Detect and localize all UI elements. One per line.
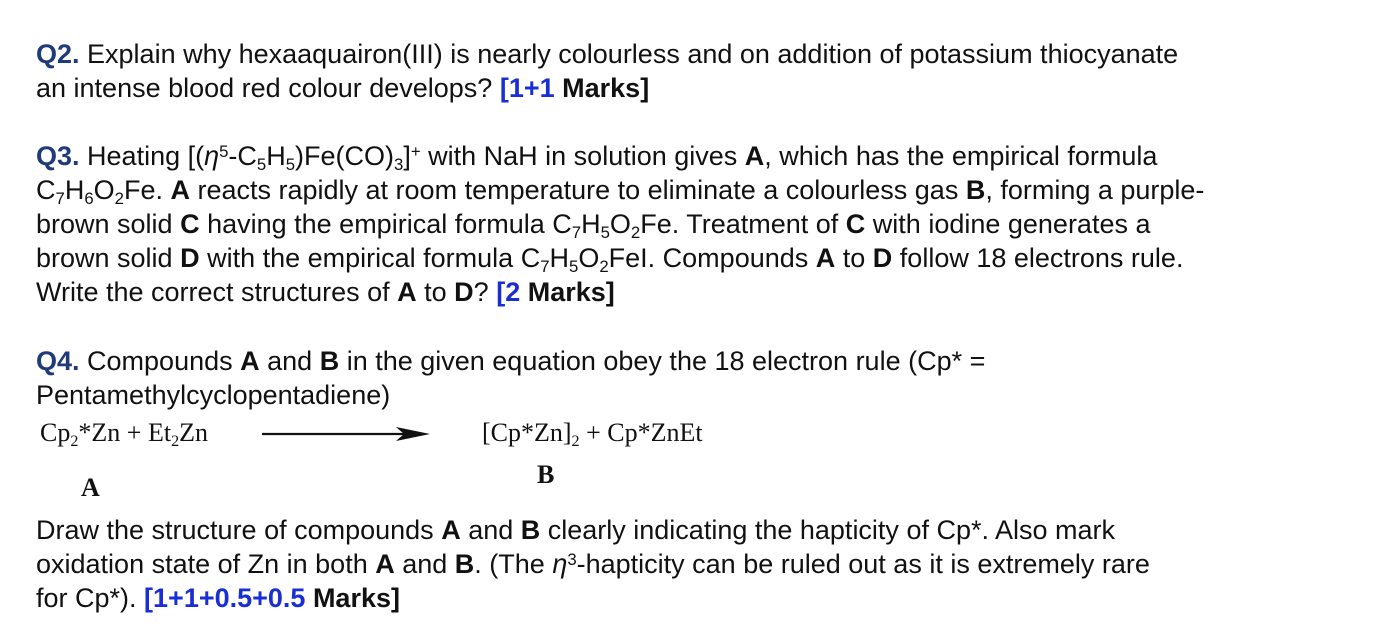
compound-label-C: C: [845, 209, 866, 239]
superscript: 5: [219, 141, 229, 161]
q3-text: H: [64, 175, 85, 205]
q3-text: follow 18 electrons rule.: [892, 243, 1184, 273]
q4-text: and: [394, 549, 455, 579]
q3-line-4: [36, 241, 1183, 275]
compound-label-D: D: [180, 243, 200, 273]
q3-text: Heating [(: [79, 141, 205, 171]
q3-text: brown solid: [36, 243, 181, 273]
compound-label-A: A: [170, 175, 190, 205]
q4-line-2: [36, 378, 390, 412]
q2-line-1: [36, 37, 1178, 71]
q4-text: in the given equation obey the 18 electron rule (Cp* =: [339, 346, 986, 376]
subscript: 2: [70, 432, 79, 450]
q4-text: and: [259, 346, 320, 376]
compound-label-A: A: [375, 549, 395, 579]
q2-marks-close: ]: [640, 73, 650, 103]
compound-label-B: B: [520, 515, 541, 545]
subscript: 7: [571, 222, 582, 242]
q2-marks-value: 1+1: [508, 73, 555, 103]
compound-label-B: B: [965, 175, 986, 205]
q3-marks-open: [: [496, 277, 506, 307]
q2-marks-word: Marks: [554, 73, 641, 103]
reaction-arrow-icon: [262, 424, 432, 444]
q3-text: )Fe(CO): [295, 141, 395, 171]
equation-reactants: [40, 418, 208, 448]
q3-text: O: [609, 209, 631, 239]
q4-marks-value: 1+1+0.5+0.5: [153, 583, 306, 613]
compound-label-A: A: [397, 277, 417, 307]
q3-text: -C: [228, 141, 257, 171]
q3-number: Q3.: [36, 141, 80, 171]
q3-text: to: [416, 277, 455, 307]
subscript: 7: [55, 188, 65, 208]
subscript: 5: [256, 154, 267, 174]
q2-number: Q2.: [36, 39, 80, 69]
q3-text: H: [549, 243, 570, 273]
q3-text: with iodine generates a: [865, 209, 1151, 239]
eta-symbol: η: [552, 549, 568, 579]
q2-line-2: [36, 71, 649, 105]
q3-line-1: [36, 139, 1157, 173]
subscript: 2: [599, 256, 609, 276]
compound-label-A: A: [240, 346, 260, 376]
subscript: 5: [569, 256, 579, 276]
equation-text: Zn: [179, 418, 209, 447]
q4-number: Q4.: [36, 346, 80, 376]
compound-label-B: B: [454, 549, 475, 579]
q4-text: and: [460, 515, 521, 545]
q3-text: Write the correct structures of: [36, 277, 398, 307]
q3-text: reacts rapidly at room temperature to eliminate a colourless gas: [189, 175, 966, 205]
q4-marks-open: [: [144, 583, 154, 613]
q3-text: Fe.: [123, 175, 171, 205]
q4-text: for Cp*).: [36, 583, 145, 613]
compound-label-A: A: [441, 515, 461, 545]
equation-label-B: B: [537, 460, 555, 489]
equation-text: [Cp*Zn]: [482, 418, 572, 447]
q3-line-5: [36, 275, 615, 309]
q3-text: H: [266, 141, 286, 171]
compound-label-D: D: [454, 277, 474, 307]
q4-line-3: [36, 513, 1115, 547]
compound-label-A: A: [744, 141, 765, 171]
equation-text: Cp: [40, 418, 71, 447]
q2-text: Explain why hexaaquairon(III) is nearly colourless and on addition of potassium thiocyanate: [79, 39, 1179, 69]
superscript: 3: [567, 549, 577, 569]
subscript: 2: [171, 432, 180, 450]
q4-text: -hapticity can be ruled out as it is extremely rare: [576, 549, 1150, 579]
q3-text: with the empirical formula C: [199, 243, 541, 273]
q3-text: O: [578, 243, 600, 273]
q3-text: ]: [403, 141, 411, 171]
equation-text: *Zn + Et: [78, 418, 172, 447]
q4-text: clearly indicating the hapticity of Cp*. Also mark: [540, 515, 1116, 545]
subscript: 5: [285, 154, 296, 174]
q4-text: Pentamethylcyclopentadiene): [36, 380, 391, 410]
q3-text: brown solid: [36, 209, 181, 239]
subscript: 2: [114, 188, 124, 208]
q4-marks-close: ]: [391, 583, 400, 613]
subscript: 5: [600, 222, 610, 242]
compound-label-D: D: [872, 243, 893, 273]
q4-text: oxidation state of Zn in both: [36, 549, 376, 579]
superscript: +: [410, 141, 421, 161]
q3-text: Fe. Treatment of: [640, 209, 846, 239]
q4-text: Draw the structure of compounds: [36, 515, 442, 545]
compound-label-A: A: [815, 243, 836, 273]
q3-text: with NaH in solution gives: [420, 141, 745, 171]
subscript: 6: [84, 188, 94, 208]
equation-products: [482, 418, 703, 448]
q4-line-1: [36, 344, 985, 378]
equation-text: + Cp*ZnEt: [579, 418, 703, 447]
q4-marks-word: Marks: [305, 583, 391, 613]
q3-marks-word: Marks: [520, 277, 606, 307]
compound-label-B: B: [319, 346, 340, 376]
q3-text: C: [36, 175, 56, 205]
q2-text-2: an intense blood red colour develops?: [36, 73, 500, 103]
q3-line-2: [36, 173, 1204, 207]
subscript: 2: [630, 222, 641, 242]
compound-label-C: C: [180, 209, 200, 239]
q4-text: Compounds: [79, 346, 241, 376]
q3-line-3: [36, 207, 1150, 241]
q3-text: , forming a purple-: [985, 175, 1205, 205]
q3-text: to: [835, 243, 873, 273]
q3-text: FeI. Compounds: [608, 243, 816, 273]
eta-symbol: η: [204, 141, 220, 171]
q3-text: O: [93, 175, 115, 205]
q3-marks-value: 2: [505, 277, 521, 307]
q3-marks-close: ]: [605, 277, 615, 307]
q3-text: H: [581, 209, 601, 239]
subscript: 3: [394, 154, 404, 174]
subscript: 7: [540, 256, 550, 276]
q3-text: having the empirical formula C: [199, 209, 572, 239]
q3-text: ?: [473, 277, 497, 307]
subscript: 2: [571, 432, 580, 450]
q3-text: , which has the empirical formula: [764, 141, 1158, 171]
q4-line-4: [36, 547, 1150, 581]
q2-marks-open: [: [499, 73, 509, 103]
q4-text: . (The: [474, 549, 553, 579]
q4-line-5: [36, 581, 400, 615]
equation-label-A: A: [81, 473, 100, 502]
